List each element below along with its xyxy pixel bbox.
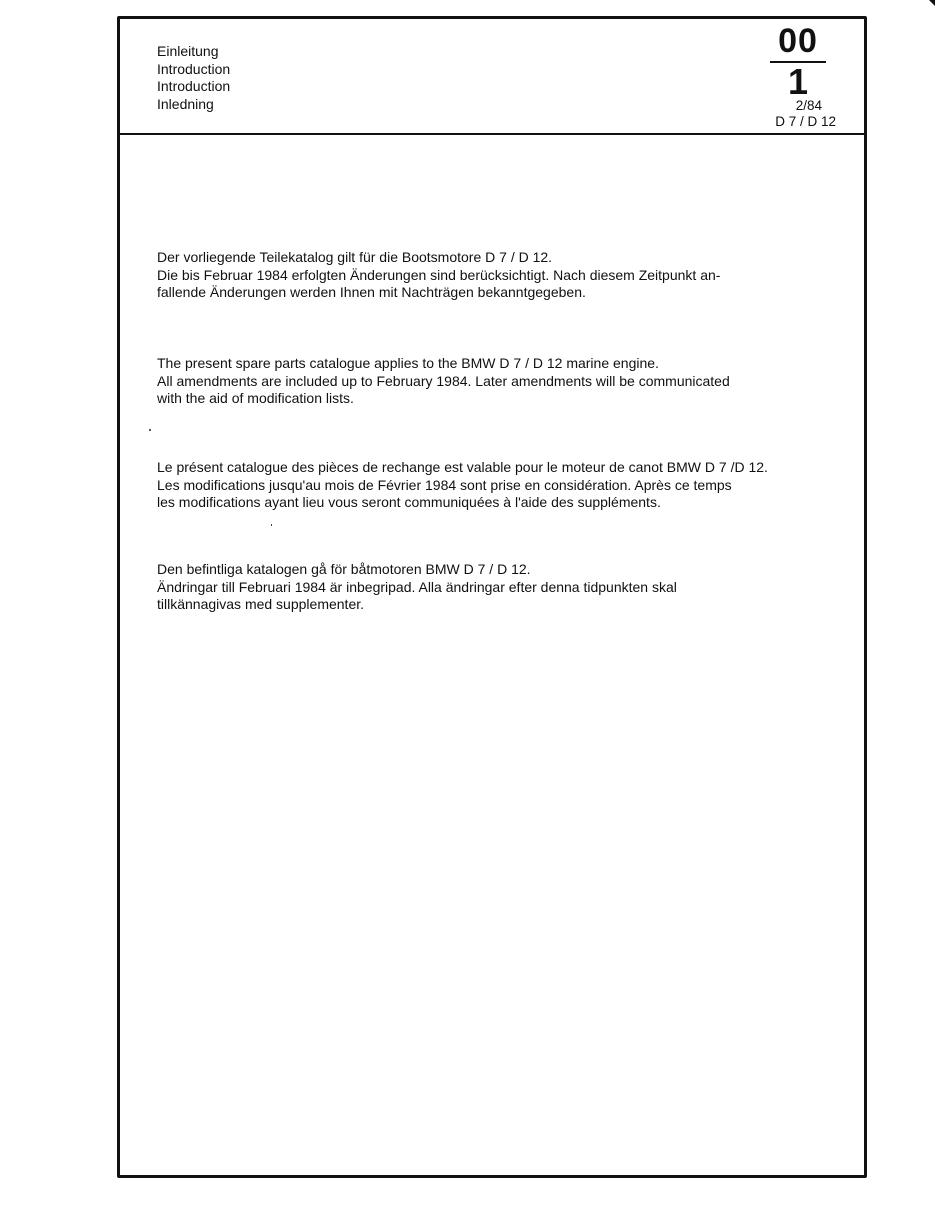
section-code bbox=[768, 23, 828, 101]
paragraph-line: Les modifications jusqu'au mois de Février 1984 sont prise en considération. Après ce temps bbox=[157, 476, 732, 493]
paragraph-french bbox=[157, 459, 768, 512]
page-number: 1 bbox=[787, 61, 809, 102]
title-english: Introduction bbox=[157, 60, 231, 77]
issue-date: 2/84 bbox=[795, 98, 822, 113]
paragraph-line: Den befintliga katalogen gå för båtmotoren BMW D 7 / D 12. bbox=[157, 561, 531, 577]
paragraph-line: The present spare parts catalogue applies to the BMW D 7 / D 12 marine engine. bbox=[157, 355, 659, 371]
paragraph-line: fallende Änderungen werden Ihnen mit Nachträgen bekanntgegeben. bbox=[157, 284, 586, 300]
title-french: Introduction bbox=[157, 78, 231, 94]
section-number: 00 bbox=[778, 22, 818, 60]
paragraph-line: Die bis Februar 1984 erfolgten Änderungen sind berücksichtigt. Nach diesem Zeitpunkt an- bbox=[157, 266, 721, 283]
scan-speck bbox=[271, 524, 272, 526]
header-divider bbox=[120, 133, 864, 135]
paragraph-swedish bbox=[157, 561, 677, 614]
engine-model: D 7 / D 12 bbox=[775, 114, 836, 129]
page-frame bbox=[117, 16, 867, 1178]
date-code bbox=[775, 98, 836, 130]
paragraph-line: with the aid of modification lists. bbox=[157, 390, 354, 406]
title-swedish: Inledning bbox=[157, 95, 214, 112]
paragraph-german bbox=[157, 249, 720, 302]
section-titles bbox=[157, 43, 230, 113]
paragraph-line: les modifications ayant lieu vous seront communiquées à l'aide des suppléments. bbox=[157, 494, 661, 510]
paragraph-line: Ändringar till Februari 1984 är inbegripad. Alla ändringar efter denna tidpunkten skal bbox=[157, 578, 677, 595]
title-german: Einleitung bbox=[157, 43, 219, 59]
scan-speck bbox=[149, 429, 151, 431]
paragraph-line: Der vorliegende Teilekatalog gilt für die Bootsmotore D 7 / D 12. bbox=[157, 249, 553, 265]
paragraph-line: tillkännagivas med supplementer. bbox=[157, 596, 365, 612]
paragraph-line: All amendments are included up to February 1984. Later amendments will be communicated bbox=[157, 372, 730, 389]
corner-mark bbox=[929, 0, 935, 6]
paragraph-line: Le présent catalogue des pièces de rechange est valable pour le moteur de canot BMW D 7 /D 12. bbox=[157, 459, 768, 475]
paragraph-english bbox=[157, 355, 730, 408]
